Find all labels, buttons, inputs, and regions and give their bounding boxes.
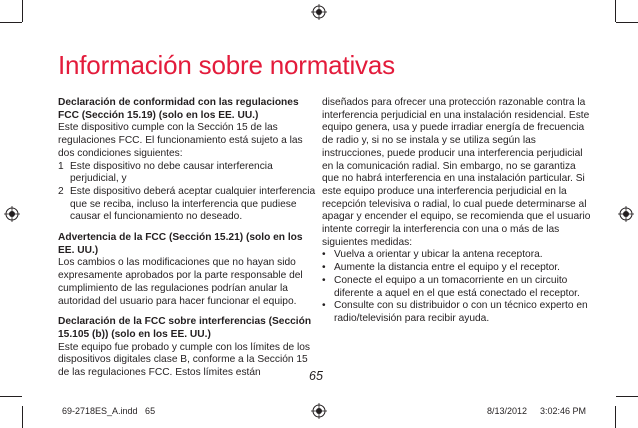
continued-paragraph: diseñados para ofrecer una protección razonable contra la interferencia perjudicial en una instalación residencial. Este equipo genera, usa y puede irradiar energía de frecuencia de radio y, si no se instala y se utiliza según las instrucciones, puede producir una interferencia perjudicial en la comunicación radial. Sin embargo, no se garantiza que no habrá interferencia en una instalación particular. Si este equipo produce una interferencia perjudicial en la recepción televisiva o radial, lo cual puede determinarse al apagar y encender el equipo, se recomienda que el usuario intente corregir la interferencia con una o más de las siguientes medidas: bbox=[322, 97, 591, 248]
list-item-number: 2 bbox=[58, 185, 64, 197]
right-column bbox=[322, 97, 592, 326]
list-item bbox=[322, 249, 592, 262]
section-body: Los cambios o las modificaciones que no hayan sido expresamente aprobados por la parte responsable del cumplimiento de las regulaciones podrían anular la autoridad del usuario para hacer funcionar el equipo. bbox=[58, 257, 303, 307]
slug-time: 3:02:46 PM bbox=[540, 406, 587, 416]
list-item bbox=[58, 161, 320, 186]
crop-mark bbox=[22, 0, 23, 22]
section-body: Este dispositivo cumple con la Sección 15 de las regulaciones FCC. El funcionamiento está sujeto a las dos condiciones siguientes: bbox=[58, 122, 303, 159]
registration-mark-icon bbox=[311, 4, 327, 20]
list-item bbox=[58, 186, 320, 224]
crop-mark bbox=[616, 22, 638, 23]
section-fcc-interference bbox=[58, 316, 320, 380]
section-fcc-warning bbox=[58, 232, 320, 308]
list-item-number: 1 bbox=[58, 160, 64, 172]
bullet-icon: • bbox=[322, 249, 326, 261]
section-heading: Advertencia de la FCC (Sección 15.21) (solo en los EE. UU.) bbox=[58, 232, 303, 256]
section-heading: Declaración de conformidad con las regulaciones FCC (Sección 15.19) (solo en los EE. UU.) bbox=[58, 97, 299, 121]
page-number: 65 bbox=[309, 369, 323, 383]
registration-mark-icon bbox=[618, 206, 634, 222]
list-item-text: Vuelva a orientar y ubicar la antena receptora. bbox=[334, 249, 543, 261]
list-item bbox=[322, 262, 592, 275]
list-item-text: Aumente la distancia entre el equipo y el receptor. bbox=[334, 262, 560, 274]
list-item bbox=[322, 300, 592, 325]
bullet-icon: • bbox=[322, 274, 326, 286]
crop-mark bbox=[615, 0, 616, 22]
slug-date: 8/13/2012 bbox=[487, 406, 528, 416]
crop-mark bbox=[0, 22, 22, 23]
slug-filename: 69-2718ES_A.indd 65 bbox=[62, 406, 156, 416]
crop-mark bbox=[616, 396, 638, 397]
section-body: Este equipo fue probado y cumple con los límites de los dispositivos digitales clase B, conforme a la Sección 15 de las regulaciones FCC. Estos límites están bbox=[58, 341, 311, 379]
crop-mark bbox=[22, 406, 23, 428]
left-column bbox=[58, 97, 320, 388]
list-item-text: Conecte el equipo a un tomacorriente en un circuito diferente a aquel en el que está conectado el receptor. bbox=[334, 274, 580, 299]
measures-list bbox=[322, 249, 592, 325]
bullet-icon: • bbox=[322, 300, 326, 312]
registration-mark-icon bbox=[4, 206, 20, 222]
section-heading: Declaración de la FCC sobre interferencias (Sección 15.105 (b)) (solo en los EE. UU.) bbox=[58, 316, 312, 340]
list-item-text: Este dispositivo deberá aceptar cualquier interferencia que se reciba, incluso la interferencia que pudiese causar el funcionamiento no deseado. bbox=[70, 185, 316, 223]
crop-mark bbox=[0, 396, 22, 397]
crop-mark bbox=[615, 406, 616, 428]
page-title: Información sobre normativas bbox=[58, 50, 395, 80]
conditions-list bbox=[58, 161, 320, 225]
list-item-text: Este dispositivo no debe causar interferencia perjudicial, y bbox=[70, 160, 273, 185]
list-item bbox=[322, 275, 592, 300]
list-item-text: Consulte con su distribuidor o con un técnico experto en radio/televisión para recibir ayuda. bbox=[334, 300, 588, 324]
registration-mark-icon bbox=[311, 403, 327, 419]
section-fcc-conformity bbox=[58, 97, 320, 224]
bullet-icon: • bbox=[322, 262, 326, 274]
